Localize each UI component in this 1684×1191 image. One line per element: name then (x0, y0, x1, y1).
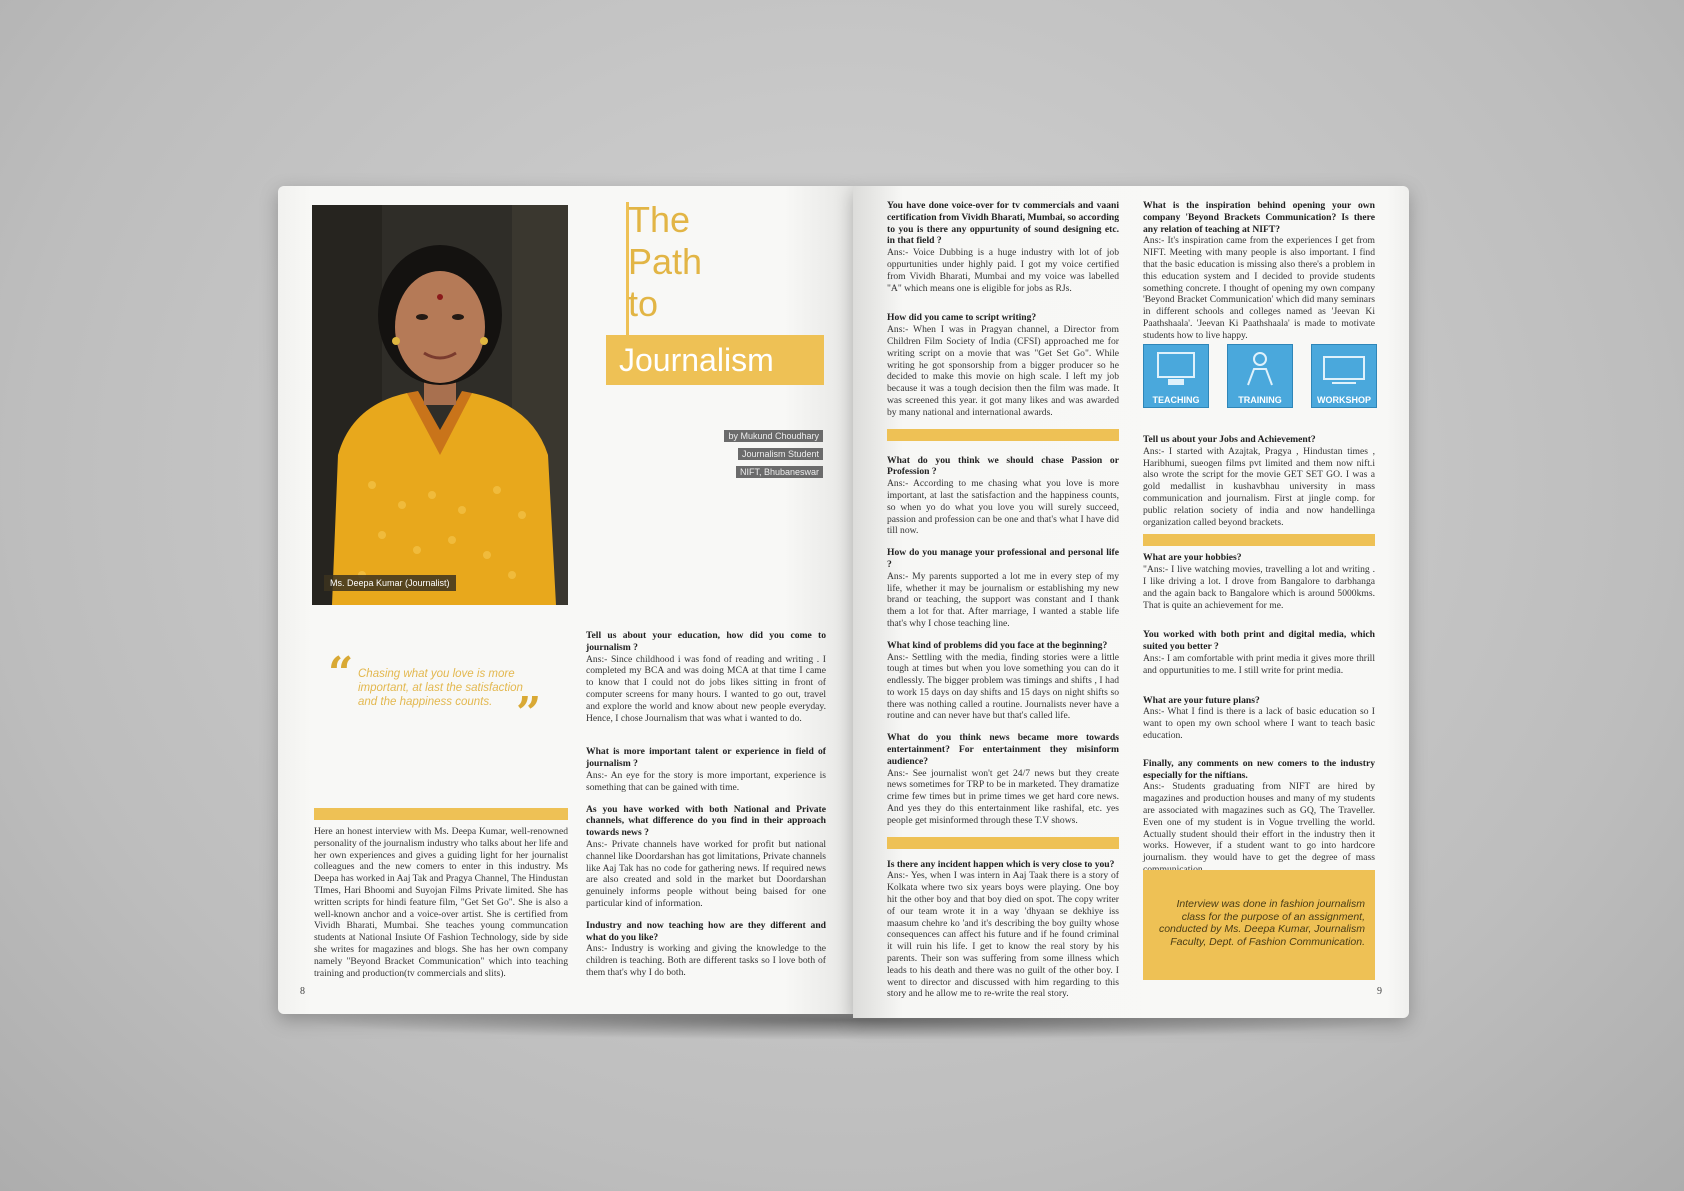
answer: Ans:- See journalist won't get 24/7 news but they create news sometimes for TRP to be in marketed. They dramatize crime few times but in prime times we get hard core news. And yes they do this entertainment like rashifal, etc. yes people get misinformed through these T.V shows. (887, 767, 1119, 826)
answer: Ans:- Yes, when I was intern in Aaj Taak there is a story of Kolkata where two six years boys were playing. One boy hit the other boy and that boy died on spot. The copy writer of our team wrote it in a way 'dhyaan se dekhiye iss maasum chehre ko 'and it's describing the boy guilty whose consequences can affect his future and if he found criminal it will ruin his life. I get to know the real story by his parents. Their son was suffering from some illness which leads to his death and there was no guilt of the other boy. I went to director and discussed with him regarding to this story and he allow me to re-write the real story. (887, 870, 1119, 1000)
question: You have done voice-over for tv commercials and vaani certification from Vividh Bharati, Mumbai, so according to you is there any oppurtunity of sound designing etc. in that field ? (887, 200, 1119, 247)
portrait-illustration (312, 205, 568, 605)
icon-label: WORKSHOP (1317, 395, 1371, 405)
right-qa-column-2 (1143, 200, 1375, 352)
open-quote-icon: “ (328, 648, 354, 699)
question: Is there any incident happen which is very close to you? (887, 858, 1115, 870)
right-qa-column-1 (887, 200, 1119, 1010)
answer: "Ans:- I live watching movies, travelling a lot and writing . I like driving a lot. I drove from Bangalore to darbhanga and the again back to Bangalore which is around 5000kms. That is quite an achievement for me. (1143, 564, 1375, 611)
close-quote-icon: ” (516, 688, 542, 739)
left-page (278, 186, 853, 1014)
question: What are your future plans? (1143, 694, 1260, 706)
title-word-to: to (628, 283, 659, 324)
right-page (853, 186, 1409, 1018)
service-icons (1143, 344, 1378, 410)
question: What do you think we should chase Passion or Profession ? (887, 454, 1119, 478)
icon-label: TRAINING (1238, 395, 1282, 405)
pull-quote: Chasing what you love is more important, at last the satisfaction and the happiness counts. (358, 668, 523, 708)
question: What are your hobbies? (1143, 552, 1242, 564)
answer: Ans:- I started with Azajtak, Pragya , Hindustan times , Haribhumi, sueogen films pvt limited and them now nift.i also wrote the script for the movie GET SET GO. I was a gold medallist in kushavbhau university in mass communication and journalism. First at jingle comp. for public relation society of india and now handellinga organization called beyond brackets. (1143, 445, 1375, 528)
section-rule (887, 837, 1119, 849)
title-word-path: Path (628, 241, 703, 282)
page-number-left: 8 (300, 986, 305, 997)
answer: Ans:- Settling with the media, finding stories were a little tough at times but when you love something you can do it endlessly. The bigger problem was timings and shifts , I had to work 15 days on day shifts and 15 days on night shifts so there was nothing called a routine. Journalists never have a routine and can never have but that's called life. (887, 651, 1119, 722)
answer: Ans:- Since childhood i was fond of reading and writing . I completed my BCA and was doing MCA at that time I came to know that I could not do jobs likes sitting in front of computer screens for many hours. I wanted to go out, travel and explore the world and know about new people everyday. Hence, I chose Journalism that was what i wanted to do. (586, 653, 826, 724)
question: How did you came to script writing? (887, 312, 1037, 324)
question: What kind of problems did you face at the beginning? (887, 639, 1108, 651)
question: How do you manage your professional and personal life ? (887, 547, 1119, 570)
question: Tell us about your education, how did you come to journalism ? (586, 630, 826, 653)
title-word-the: The (628, 199, 691, 240)
question: You worked with both print and digital media, which suited you better ? (1143, 629, 1375, 653)
portrait-photo (312, 205, 568, 605)
right-qa-column-2b (1143, 434, 1375, 886)
photo-caption: Ms. Deepa Kumar (Journalist) (324, 575, 456, 591)
section-rule (1143, 534, 1375, 546)
question: What do you think news became more towards entertainment? For entertainment they misinform audience? (887, 732, 1119, 767)
byline-author: by Mukund Choudhary (724, 430, 823, 442)
question: Finally, any comments on new comers to the industry especially for the niftians. (1143, 757, 1375, 781)
question: What is more important talent or experience in field of journalism ? (586, 746, 826, 770)
training-icon (1227, 344, 1293, 408)
answer: Ans:- Industry is working and giving the knowledge to the children is teaching. Both are different tasks so I love both of them that's why I do both. (586, 943, 826, 978)
intro-rule (314, 808, 568, 820)
byline-role: Journalism Student (738, 448, 823, 460)
answer: Ans:- When I was in Pragyan channel, a Director from Children Film Society of India (CFSI) approached me for writing script on a movie that was "Get Set Go". While writing he got sponsorship from a bigger producer so he decided to make this movie on high scale. I left my job because it was a tough decision then the film was made. It was screened this year. it got many likes and was awarded by many national and international awards. (887, 324, 1119, 418)
section-rule (887, 429, 1119, 441)
answer: Ans:- My parents supported a lot me in every step of my life, whether it may be journalism or establishing my new brand or teaching, the support was constant and I thank them a lot for that. After marriage, I wanted a stable life that's why I chose teaching line. (887, 570, 1119, 629)
note-text: Interview was done in fashion journalism class for the purpose of an assignment, conducted by Ms. Deepa Kumar, Journalism Faculty, Dept. of Fashion Communication. (1158, 898, 1365, 948)
teaching-icon (1143, 344, 1209, 408)
left-qa-column (586, 630, 826, 989)
answer: Ans:- What I find is there is a lack of basic education so I want to open my own school where I want to teach basic education. (1143, 706, 1375, 741)
workshop-icon (1311, 344, 1377, 408)
answer: Ans:- An eye for the story is more important, experience is something that can be gained with time. (586, 769, 826, 793)
question: Tell us about your Jobs and Achievement? (1143, 434, 1316, 445)
answer: Ans:- I am comfortable with print media it gives more thrill and oppurtunities to me. I still write for print media. (1143, 652, 1375, 676)
question: What is the inspiration behind opening your own company 'Beyond Brackets Communication? Is there any relation of teaching at NIFT? (1143, 200, 1375, 235)
intro-paragraph: Here an honest interview with Ms. Deepa Kumar, well-renowned personality of the journalism industry who talks about her life and her own experiences and gives a guiding light for her journalist colleagues and the new comers to enter in this industry. Ms Deepa has worked in Aaj Tak and Pragya Channel, The Hindustan TImes, Hari Bhoomi and Suyojan Films Private limited. She has written scripts for hindi feature film, "Get Set Go". She is also a well-known anchor and a voice-over artist. She is certified from Vividh Bharati, Mumbai. She teaches young communcation students at National Insiute Of Fashion Technology, side by side she writes for magazines and blogs. She has her own company namely "Beyond Bracket Communication" which into teaching training and production(tv commercials and slits). (314, 826, 568, 979)
note-box (1143, 870, 1375, 980)
byline-institute: NIFT, Bhubaneswar (736, 466, 823, 478)
answer: Ans:- It's inspiration came from the experiences I get from NIFT. Meeting with many people is also important. I find that the basic education is missing also there's a problem in this education system and I decided to provide students something concrete. I thought of opening my own company 'Beyond Bracket Communication' which did many seminars in different schools and colleges named as 'Jeevan Ki Paathshaala'. 'Jeevan Ki Paathshaala' is made to motivate students how to live happy. (1143, 235, 1375, 341)
page-number-right: 9 (1377, 986, 1382, 997)
question: Industry and now teaching how are they different and what do you like? (586, 919, 826, 943)
answer: Ans:- According to me chasing what you love is more important, at last the satisfaction and the happiness counts, so when yo do what you love you will surely succeed, passion and profession can be one and that's what I have did till now. (887, 478, 1119, 537)
answer: Ans:- Private channels have worked for profit but national channel like Doordarshan has got limitations, Private channels like Aaj Tak has no code for gathering news. If required news are also created and sold in the market but Doordarshan genuinely informs people without being baised for one particular kind of information. (586, 838, 826, 909)
title-word-journalism: Journalism (619, 342, 774, 378)
question: As you have worked with both National and Private channels, what difference do you find in their approach towards news ? (586, 803, 826, 839)
answer: Ans:- Students graduating from NIFT are hired by magazines and production houses and many of my students are associated with magazines such as GQ, The Traveller. Even one of my student is in Vogue trvelling the world. Actually student should their effort in the industry then it works. However, if a student want to go into hardcore journalism. they would have to get the degree of mass (1143, 781, 1375, 864)
icon-label: TEACHING (1152, 395, 1200, 405)
answer: Ans:- Voice Dubbing is a huge industry with lot of job oppurtunities under highly paid. I got my voice certified from Vividh Bharati, Mumbai and my voice was labelled "A" which means one is eligible for jobs as RJs. (887, 247, 1119, 294)
